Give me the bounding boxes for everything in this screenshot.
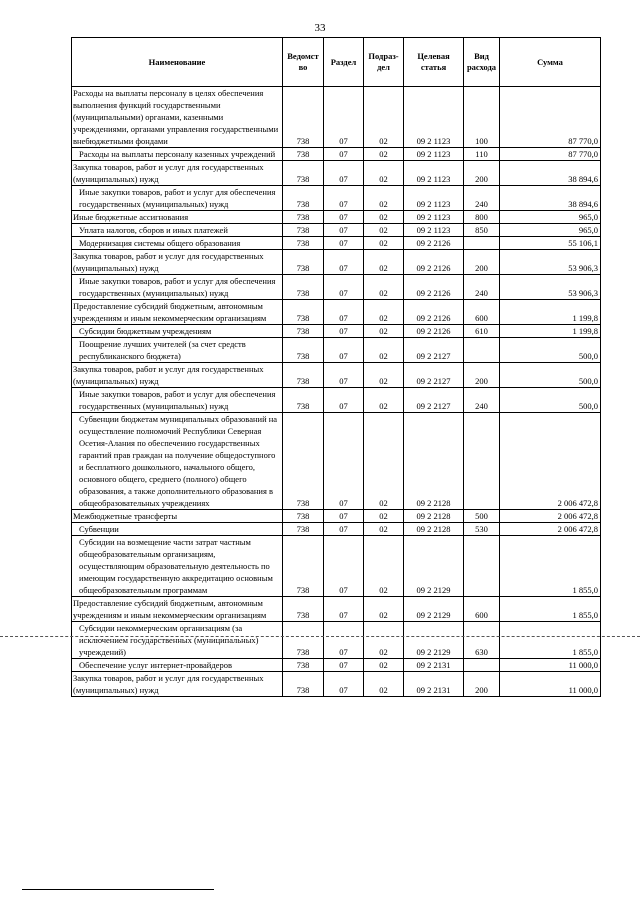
table-row bbox=[72, 148, 601, 161]
cell-name: Расходы на выплаты персоналу в целях обеспечения выполнения функций государственными (муниципальными) органами, казенными учреждениями, органами управления государственными внебюджетными фондами bbox=[72, 87, 283, 148]
cell-section: 07 bbox=[324, 659, 364, 672]
cell-section: 07 bbox=[324, 224, 364, 237]
header-department: Ведомст во bbox=[283, 38, 324, 87]
cell-expense-type bbox=[464, 237, 500, 250]
cell-amount: 87 770,0 bbox=[500, 87, 601, 148]
cell-amount: 1 855,0 bbox=[500, 597, 601, 622]
cell-section: 07 bbox=[324, 523, 364, 536]
cell-department: 738 bbox=[283, 523, 324, 536]
cell-section: 07 bbox=[324, 161, 364, 186]
cell-section: 07 bbox=[324, 510, 364, 523]
cell-name: Закупка товаров, работ и услуг для государственных (муниципальных) нужд bbox=[72, 161, 283, 186]
cell-target: 09 2 1123 bbox=[404, 186, 464, 211]
cell-name: Модернизация системы общего образования bbox=[72, 237, 283, 250]
cell-target: 09 2 1123 bbox=[404, 148, 464, 161]
cell-target: 09 2 2127 bbox=[404, 388, 464, 413]
cell-name: Предоставление субсидий бюджетным, автономным учреждениям и иным некоммерческим организациям bbox=[72, 597, 283, 622]
table-row bbox=[72, 224, 601, 237]
cell-name: Предоставление субсидий бюджетным, автономным учреждениям и иным некоммерческим организациям bbox=[72, 300, 283, 325]
cell-name: Субсидии на возмещение части затрат частным общеобразовательным организациям, осуществляющим образовательную деятельность по имеющим государственную аккредитацию основным общеобразовательным программам bbox=[72, 536, 283, 597]
footnote-rule bbox=[22, 889, 214, 890]
cell-section: 07 bbox=[324, 148, 364, 161]
cell-department: 738 bbox=[283, 659, 324, 672]
cell-target: 09 2 1123 bbox=[404, 211, 464, 224]
cell-subsection: 02 bbox=[364, 87, 404, 148]
cell-name: Субсидии бюджетным учреждениям bbox=[72, 325, 283, 338]
table-row bbox=[72, 597, 601, 622]
table-row bbox=[72, 659, 601, 672]
table-row bbox=[72, 672, 601, 697]
cell-amount: 1 855,0 bbox=[500, 622, 601, 659]
cell-target: 09 2 2129 bbox=[404, 536, 464, 597]
cell-name: Межбюджетные трансферты bbox=[72, 510, 283, 523]
cell-expense-type: 530 bbox=[464, 523, 500, 536]
cell-section: 07 bbox=[324, 237, 364, 250]
cell-name: Иные бюджетные ассигнования bbox=[72, 211, 283, 224]
table-row bbox=[72, 211, 601, 224]
cell-subsection: 02 bbox=[364, 622, 404, 659]
page-number: 33 bbox=[314, 22, 326, 34]
cell-amount: 11 000,0 bbox=[500, 672, 601, 697]
cell-expense-type: 600 bbox=[464, 300, 500, 325]
cell-amount: 11 000,0 bbox=[500, 659, 601, 672]
table-row bbox=[72, 250, 601, 275]
cell-subsection: 02 bbox=[364, 388, 404, 413]
cell-expense-type: 200 bbox=[464, 672, 500, 697]
cell-expense-type: 630 bbox=[464, 622, 500, 659]
cell-department: 738 bbox=[283, 536, 324, 597]
table-row bbox=[72, 186, 601, 211]
cell-department: 738 bbox=[283, 211, 324, 224]
cell-department: 738 bbox=[283, 672, 324, 697]
cell-amount: 2 006 472,8 bbox=[500, 523, 601, 536]
cell-expense-type: 240 bbox=[464, 388, 500, 413]
header-expense-type: Вид расхода bbox=[464, 38, 500, 87]
cell-expense-type: 200 bbox=[464, 363, 500, 388]
cell-expense-type: 850 bbox=[464, 224, 500, 237]
cell-name: Субсидии некоммерческим организациям (за исключением государственных (муниципальных) учреждений) bbox=[72, 622, 283, 659]
cell-expense-type: 240 bbox=[464, 186, 500, 211]
cell-amount: 965,0 bbox=[500, 211, 601, 224]
cell-subsection: 02 bbox=[364, 363, 404, 388]
cell-amount: 87 770,0 bbox=[500, 148, 601, 161]
cell-target: 09 2 2129 bbox=[404, 622, 464, 659]
cell-subsection: 02 bbox=[364, 186, 404, 211]
cell-amount: 53 906,3 bbox=[500, 275, 601, 300]
cell-name: Субвенции бюджетам муниципальных образований на осуществление полномочий Республики Северная Осетия-Алания по обеспечению государственных гарантий прав граждан на получение общедоступного и бесплатного дошкольного, начального общего, основного общего, среднего (полного) общего образования, а также дополнительного образования в общеобразовательных учреждениях bbox=[72, 413, 283, 510]
cell-expense-type: 200 bbox=[464, 161, 500, 186]
cell-target: 09 2 2126 bbox=[404, 325, 464, 338]
cell-name: Иные закупки товаров, работ и услуг для обеспечения государственных (муниципальных) нужд bbox=[72, 388, 283, 413]
cell-amount: 38 894,6 bbox=[500, 161, 601, 186]
cell-section: 07 bbox=[324, 388, 364, 413]
cell-expense-type: 240 bbox=[464, 275, 500, 300]
cell-amount: 2 006 472,8 bbox=[500, 413, 601, 510]
cell-subsection: 02 bbox=[364, 148, 404, 161]
cell-section: 07 bbox=[324, 536, 364, 597]
cell-department: 738 bbox=[283, 224, 324, 237]
cell-amount: 500,0 bbox=[500, 338, 601, 363]
cell-target: 09 2 2129 bbox=[404, 597, 464, 622]
header-name: Наименование bbox=[72, 38, 283, 87]
cell-department: 738 bbox=[283, 237, 324, 250]
cell-target: 09 2 2126 bbox=[404, 300, 464, 325]
cell-target: 09 2 2126 bbox=[404, 237, 464, 250]
cell-expense-type: 110 bbox=[464, 148, 500, 161]
table-row bbox=[72, 275, 601, 300]
cell-department: 738 bbox=[283, 325, 324, 338]
cell-amount: 1 199,8 bbox=[500, 325, 601, 338]
cell-department: 738 bbox=[283, 622, 324, 659]
cell-section: 07 bbox=[324, 250, 364, 275]
cell-target: 09 2 2127 bbox=[404, 363, 464, 388]
cell-section: 07 bbox=[324, 275, 364, 300]
table-row bbox=[72, 413, 601, 510]
cell-target: 09 2 2131 bbox=[404, 672, 464, 697]
cell-department: 738 bbox=[283, 388, 324, 413]
table-row bbox=[72, 87, 601, 148]
cell-target: 09 2 1123 bbox=[404, 87, 464, 148]
cell-section: 07 bbox=[324, 325, 364, 338]
cell-department: 738 bbox=[283, 161, 324, 186]
cell-target: 09 2 2126 bbox=[404, 275, 464, 300]
header-target: Целевая статья bbox=[404, 38, 464, 87]
cell-name: Поощрение лучших учителей (за счет средств республиканского бюджета) bbox=[72, 338, 283, 363]
table-row bbox=[72, 523, 601, 536]
cell-expense-type: 500 bbox=[464, 510, 500, 523]
cell-subsection: 02 bbox=[364, 672, 404, 697]
cell-amount: 53 906,3 bbox=[500, 250, 601, 275]
cell-expense-type: 610 bbox=[464, 325, 500, 338]
cell-department: 738 bbox=[283, 338, 324, 363]
cell-department: 738 bbox=[283, 363, 324, 388]
table-row bbox=[72, 510, 601, 523]
cell-target: 09 2 1123 bbox=[404, 224, 464, 237]
cell-department: 738 bbox=[283, 510, 324, 523]
cell-department: 738 bbox=[283, 87, 324, 148]
cell-amount: 55 106,1 bbox=[500, 237, 601, 250]
cell-department: 738 bbox=[283, 300, 324, 325]
table-row bbox=[72, 300, 601, 325]
cell-subsection: 02 bbox=[364, 237, 404, 250]
table-row bbox=[72, 325, 601, 338]
cell-name: Закупка товаров, работ и услуг для государственных (муниципальных) нужд bbox=[72, 672, 283, 697]
cell-section: 07 bbox=[324, 413, 364, 510]
header-subsection: Подраз- дел bbox=[364, 38, 404, 87]
table-row bbox=[72, 363, 601, 388]
table-body bbox=[72, 87, 601, 697]
cell-department: 738 bbox=[283, 148, 324, 161]
cell-expense-type bbox=[464, 659, 500, 672]
cell-subsection: 02 bbox=[364, 659, 404, 672]
cell-department: 738 bbox=[283, 186, 324, 211]
cell-subsection: 02 bbox=[364, 211, 404, 224]
cell-target: 09 2 2128 bbox=[404, 510, 464, 523]
cell-name: Иные закупки товаров, работ и услуг для обеспечения государственных (муниципальных) нужд bbox=[72, 275, 283, 300]
cell-section: 07 bbox=[324, 186, 364, 211]
cell-department: 738 bbox=[283, 275, 324, 300]
cell-expense-type: 600 bbox=[464, 597, 500, 622]
cell-expense-type bbox=[464, 536, 500, 597]
cell-expense-type bbox=[464, 338, 500, 363]
cell-subsection: 02 bbox=[364, 224, 404, 237]
cell-subsection: 02 bbox=[364, 338, 404, 363]
cell-name: Субвенции bbox=[72, 523, 283, 536]
table-row bbox=[72, 536, 601, 597]
cell-amount: 1 855,0 bbox=[500, 536, 601, 597]
table-row bbox=[72, 161, 601, 186]
cell-target: 09 2 2128 bbox=[404, 413, 464, 510]
cell-amount: 38 894,6 bbox=[500, 186, 601, 211]
cell-department: 738 bbox=[283, 250, 324, 275]
cell-expense-type: 100 bbox=[464, 87, 500, 148]
cell-expense-type: 200 bbox=[464, 250, 500, 275]
header-amount: Сумма bbox=[500, 38, 601, 87]
cell-name: Иные закупки товаров, работ и услуг для обеспечения государственных (муниципальных) нужд bbox=[72, 186, 283, 211]
cell-section: 07 bbox=[324, 363, 364, 388]
table-row bbox=[72, 338, 601, 363]
cell-target: 09 2 2126 bbox=[404, 250, 464, 275]
cell-subsection: 02 bbox=[364, 536, 404, 597]
cell-name: Закупка товаров, работ и услуг для государственных (муниципальных) нужд bbox=[72, 363, 283, 388]
cell-name: Расходы на выплаты персоналу казенных учреждений bbox=[72, 148, 283, 161]
cell-section: 07 bbox=[324, 211, 364, 224]
table-header bbox=[72, 38, 601, 87]
dashed-rule bbox=[0, 636, 640, 637]
cell-target: 09 2 2128 bbox=[404, 523, 464, 536]
cell-target: 09 2 2127 bbox=[404, 338, 464, 363]
table-row bbox=[72, 622, 601, 659]
cell-expense-type bbox=[464, 413, 500, 510]
cell-name: Закупка товаров, работ и услуг для государственных (муниципальных) нужд bbox=[72, 250, 283, 275]
cell-amount: 2 006 472,8 bbox=[500, 510, 601, 523]
cell-subsection: 02 bbox=[364, 300, 404, 325]
cell-amount: 1 199,8 bbox=[500, 300, 601, 325]
cell-subsection: 02 bbox=[364, 275, 404, 300]
cell-amount: 500,0 bbox=[500, 363, 601, 388]
cell-section: 07 bbox=[324, 597, 364, 622]
cell-subsection: 02 bbox=[364, 250, 404, 275]
cell-subsection: 02 bbox=[364, 597, 404, 622]
cell-name: Обеспечение услуг интернет-провайдеров bbox=[72, 659, 283, 672]
cell-section: 07 bbox=[324, 338, 364, 363]
cell-amount: 965,0 bbox=[500, 224, 601, 237]
cell-expense-type: 800 bbox=[464, 211, 500, 224]
cell-section: 07 bbox=[324, 300, 364, 325]
budget-table bbox=[71, 37, 601, 697]
cell-subsection: 02 bbox=[364, 413, 404, 510]
table-row bbox=[72, 388, 601, 413]
cell-department: 738 bbox=[283, 413, 324, 510]
cell-subsection: 02 bbox=[364, 161, 404, 186]
cell-target: 09 2 2131 bbox=[404, 659, 464, 672]
cell-department: 738 bbox=[283, 597, 324, 622]
cell-target: 09 2 1123 bbox=[404, 161, 464, 186]
table-row bbox=[72, 237, 601, 250]
cell-section: 07 bbox=[324, 622, 364, 659]
cell-amount: 500,0 bbox=[500, 388, 601, 413]
header-section: Раздел bbox=[324, 38, 364, 87]
cell-name: Уплата налогов, сборов и иных платежей bbox=[72, 224, 283, 237]
cell-section: 07 bbox=[324, 87, 364, 148]
cell-subsection: 02 bbox=[364, 523, 404, 536]
cell-subsection: 02 bbox=[364, 510, 404, 523]
cell-section: 07 bbox=[324, 672, 364, 697]
cell-subsection: 02 bbox=[364, 325, 404, 338]
